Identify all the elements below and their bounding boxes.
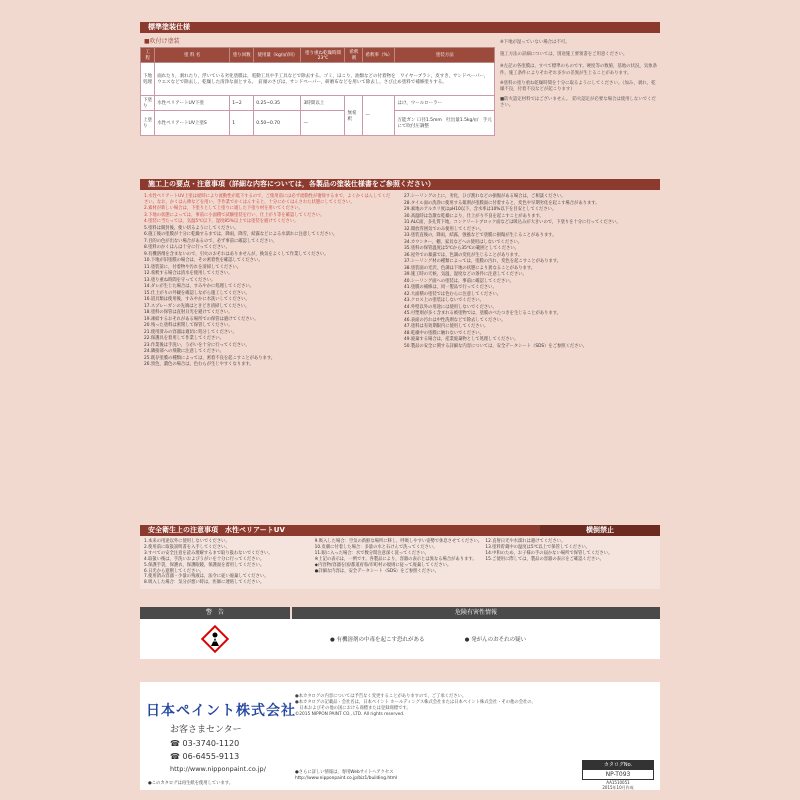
method-cell: 万能ガン 口径1.5mm 吐出量1.5kg/㎡ 手元にて吹付圧調整 (395, 111, 495, 136)
notes-title-bar: 施工上の要点・注意事項（詳細な内容については，各製品の塗装仕様書をご参照ください） (140, 179, 660, 190)
note-item: 35.塗料の保管温度は5℃から35℃の範囲としてください。 (404, 246, 519, 251)
footer (140, 682, 660, 790)
safety-item: 11.眼に入った場合：水で数分間注意深く洗ってください。 (314, 550, 429, 556)
spec-note: ※左記の各塗膜は，すべて標準のものです。硬度等の数値，基地の状況，気象条件，施工条件によりそれぞれ多少の差異が生じることがあります。 (500, 64, 657, 76)
note-item: 16.道具類は使用後，すみやかに水洗いしてください。 (144, 297, 250, 303)
hazard-info-label: 危険有害性情報 (292, 607, 660, 619)
note-item: 27.シーリングの上に，劣化，ひび割れなどの損傷がある場合は，ご相談ください。 (404, 194, 566, 199)
thinner-cell: 無希釈 (345, 96, 363, 136)
step-cell: 下塗り (141, 96, 155, 111)
note-item: 14.ダレが生じた場合は，すみやかに処理してください。 (144, 284, 254, 290)
note-item: 13.塗り重ね時間を守ってください。 (144, 277, 216, 283)
note-item: 30.高温時は急激な乾燥により，仕上がり不良を起こすことがあります。 (404, 213, 544, 219)
safety-item: 6.日光から遮断してください。 (144, 568, 204, 574)
method-cell: はけ，ウールローラー (395, 96, 495, 111)
safety-item: ※上記の表示は，一例です。各製品により，容器の表示とは異なる場合があります。 (314, 556, 477, 562)
table-row (141, 63, 495, 96)
col-amount: 使用量（kg/㎡/回） (254, 48, 301, 63)
safety-col-3 (485, 539, 656, 586)
note-item: 25.既存塗膜の種類によっては，密着不良を起こすことがあります。 (144, 355, 276, 361)
health-hazard-icon (200, 624, 230, 654)
safety-item: 12.直射日光や水濡れは避けてください。 (485, 539, 566, 544)
legal-line: ©2015 NIPPON PAINT CO., LTD. All rights reserved. (295, 712, 405, 717)
note-item: 45.可塑剤が多く含まれる被塗物では，塗膜のべたつきを生じることがあります。 (404, 311, 561, 316)
no-tipping-badge: 横倒禁止 (540, 525, 660, 536)
note-item: 37.シーリング材の種類によっては，塗膜の汚れ，変色を起こすことがあります。 (404, 259, 562, 264)
step-cell: 下地処理 (141, 63, 155, 96)
coats-cell: 1~2 (230, 96, 254, 111)
table-row (141, 96, 495, 111)
note-item: 18.塗料の保管は直射日光を避けてください。 (144, 310, 233, 316)
note-item: 33.塗装直後の，降雨，結露，強風などで塗膜に損傷が生じることがあります。 (404, 233, 557, 238)
safety-item: ◆内容物/容器を国/都道府県/市町村の規則に従って廃棄してください。 (314, 562, 452, 568)
note-item: 49.廃棄する場合は，産業廃棄物として処理してください。 (404, 337, 519, 342)
note-item: 6.施工後の塗膜が十分に乾燥するまでは，降雨，降雪，結露などによる水濡れに注意してください。 (144, 232, 338, 238)
note-item: 31.ALC面，多孔質下地，コンクリートブロック面などは吸込みが大きいので，下塗りを十分に行ってください。 (404, 220, 621, 225)
note-item: 36.屋外での暴露では，色調の変化が生じることがあります。 (404, 252, 523, 258)
table-row (141, 111, 495, 136)
step-cell: 上塗り (141, 111, 155, 136)
note-item: 11.塗装前に，付着物や汚れを清掃してください。 (144, 264, 242, 270)
safety-grid (140, 536, 660, 589)
notes-columns (144, 194, 660, 519)
catalog-date: 2015年10月作成 (602, 785, 634, 790)
name-cell: 水性ペリアートUV上塗S (155, 111, 230, 136)
note-item: 29.素地のアルカリ度はpH10以下，含水率は10%以下を目安としてください。 (404, 207, 557, 212)
note-item: 8.塗料のかくはんは十分に行ってください。 (144, 245, 230, 251)
rate-cell: — (363, 96, 395, 136)
note-item: 50.製品の安全に関する詳細な内容については，安全データシート（SDS）をご参照ください。 (404, 343, 588, 349)
catalog-page (140, 22, 660, 790)
note-item: 38.塗装面の光沢，色調は下地の状態により異なることがあります。 (404, 265, 536, 271)
note-item: 22.保護具を着用して作業してください。 (144, 336, 224, 342)
safety-item: 1.本来の用途以外に使用しないでください。 (144, 539, 230, 544)
spec-note: ※下地が湿っていない場合は不可。 (500, 40, 570, 45)
col-coats: 塗り回数 (230, 48, 254, 63)
note-item: 39.施工時の天候，気温，湿度などの条件に注意してください。 (404, 272, 527, 277)
spec-note: ■防火認定材料ではございません。 防火認定が必要な場合は使用しないでください。 (500, 97, 656, 109)
col-step: 工 程 (141, 48, 155, 63)
note-item: 48.乾燥中の塗膜に触れないでください。 (404, 330, 484, 336)
note-item: 28.タイル面の洗浄に使用する薬剤が塗膜面に付着すると，変色や早期劣化を起こす場合があります。 (404, 200, 600, 206)
note-item: 12.希釈する場合は清水を使用してください。 (144, 271, 233, 277)
desc-cell: 面れたり，剥れたり，浮いている劣化塗膜は，電動工具や手工具などで除去する。ゴミ，ほこり，油類などの付着物を ワイヤーブラシ，皮すき，サンドペーパー，ウエスなどで除去し，乾燥した清浄な面とする。 釘頭のさびは，サンドペーパー，研磨布などを用いて除去し，さび止め塗料で補修塗りする。 (155, 63, 495, 96)
note-item: 21.使用済みの容器は適切に処分してください。 (144, 329, 237, 335)
note-item: 47.塗料は有効期限内に使用してください。 (404, 324, 489, 329)
safety-item: 14.中和のため，お子様の手の届かない場所で保管してください。 (485, 550, 613, 556)
spec-header-row (141, 48, 495, 63)
note-item: 4.塗装に当たっては，気温5℃以下，湿度85%以上では塗装を避けてください。 (144, 219, 299, 225)
hazard-item: ● 有機溶剤の中毒を起こす恐れがある (330, 637, 425, 643)
spec-note: 施工方法の詳細については，別途施工要領書をご用意ください。 (500, 52, 628, 58)
note-item: 2.素材が新しい場合は，下塗りとして上塗りに適した下塗り材を用いてください。 (144, 206, 303, 212)
note-item: 26.黒色，濃色の場合は，色むらが生じやすくなります。 (144, 362, 254, 368)
note-item: 34.カウンター，棚，家具などへの使用はしないでください。 (404, 239, 523, 245)
catalog-number: NP-T093 (582, 769, 654, 780)
safety-item: 13.塗料貯蔵中の温度は5℃以上で保管してください。 (485, 544, 590, 550)
note-item: 10.下地が旧塗膜の場合は，その密着性を確認してください。 (144, 258, 263, 264)
note-item: 40.シーリング面への塗装は，事前に確認してください。 (404, 278, 514, 284)
safety-item: 10.皮膚に付着した場合：多量の水と石けんで洗ってください。 (314, 544, 438, 550)
safety-section (140, 525, 660, 589)
tel-tokyo: ☎ 03-3740-1120 (170, 739, 240, 748)
note-item: 5.塗料は開封後，使い切るようにしてください。 (144, 225, 239, 231)
note-item: 24.隣接部への飛散に注意してください。 (144, 349, 224, 355)
phone-icon: ☎ (170, 752, 183, 761)
note-item: 20.残った塗料は密閉して保管してください。 (144, 323, 233, 329)
catalog-label: カタログNo. (582, 760, 654, 769)
note-item: 43.クロス上の塗装はしないでください。 (404, 298, 484, 303)
safety-item: 5.保護手袋，保護衣，保護眼鏡，保護面を着用してください。 (144, 562, 265, 568)
customer-center-label: お客さまセンター (170, 725, 242, 735)
col-method: 塗装方法 (395, 48, 495, 63)
spec-notes (500, 40, 660, 110)
note-item: 3.下地の状態によっては，事前に小面積で試験塗装を行い，仕上がり等を確認してください。 (144, 212, 325, 218)
legal-line: ●本カタログの内容については予告なく変更することがありますので，ご了承ください。 (295, 694, 467, 699)
safety-item: 2.使用前に取扱説明書を入手してください。 (144, 544, 230, 550)
col-rate: 希釈率（%） (363, 48, 395, 63)
safety-title: 安全衛生上の注意事項 水性ペリアートUV (140, 525, 540, 536)
note-item: 23.作業後は手洗い，うがいを十分に行ってください。 (144, 342, 250, 348)
dry-cell: 3時間以上 (301, 96, 345, 111)
hazard-item: ● 発がんのおそれの疑い (464, 637, 527, 643)
legal-notes (295, 694, 655, 718)
spec-note: ※塗料の塗り重ね乾燥時間を十分に取るようにしてください。（加み，剥れ，乾燥不良，付着不良などが起こります） (500, 80, 656, 93)
legal-line: ●本カタログの記載品・会社名は，日本ペイント ホールディングス株式会社または日本ペイント株式会社・その他の会社の， (295, 700, 536, 705)
phone-icon: ☎ (170, 739, 183, 748)
notes-right-column (404, 194, 654, 350)
safety-item: 7.使用済み容器・少量の残液は，法令に従い廃棄してください。 (144, 574, 269, 580)
note-item: 19.凍結するおそれがある場所での保管は避けてください。 (144, 316, 259, 322)
note-item: 1.水性ペリアートUV上塗は経時により流動性が低下するので，ご使用前には必ず流動性が復帰するまで，よくかくはんしてください。なお，かくはん棒などを用い，手作業でかくはんすると，十分にかくはんされた状態にしてください。 (144, 194, 391, 205)
note-item: 42.大面積の塗装では色むらに注意してください。 (404, 291, 502, 297)
note-item: 46.表面の汚れは中性洗剤などで除去してください。 (404, 317, 506, 323)
warning-label: 警 告 (140, 607, 290, 619)
spec-table (140, 47, 495, 136)
web-note (295, 770, 397, 782)
header-bar: 標準塗装仕様 (140, 22, 660, 33)
col-name: 塗 料 名 (155, 48, 230, 63)
safety-item: 9.吸入した場合：空気の新鮮な場所に移し，呼吸しやすい姿勢で休息させてください。 (314, 539, 483, 544)
recycled-paper-note: ●このカタログは再生紙を使用しています。 (148, 781, 234, 786)
company-logo: 日本ペイント株式会社 (146, 702, 296, 718)
amount-cell: 0.50~0.70 (254, 111, 301, 136)
col-dry: 塗り重ね乾燥時間 23℃ (301, 48, 345, 63)
hazard-section (140, 607, 660, 671)
web-note-text: ●さらに詳しい情報は，専用Webサイトへアクセス (295, 770, 394, 775)
dry-cell: — (301, 111, 345, 136)
note-item: 15.仕上がりの外観を確認しながら施工してください。 (144, 290, 250, 296)
note-item: 41.塗膜の補修は，同一製品で行ってください。 (404, 285, 497, 290)
spec-subtitle: ■吹付け塗装 (144, 38, 180, 45)
safety-item: 4.取扱い後は，手洗いおよびうがいを十分に行ってください。 (144, 556, 265, 562)
note-item: 7.目的の色が出ない場合があるので，必ず事前に確認してください。 (144, 238, 277, 244)
catalog-code: AA1510051 (606, 780, 630, 785)
catalog-box (582, 760, 654, 791)
safety-item: 8.吸入した場合：気分が悪い時は，医師に連絡してください。 (144, 580, 265, 586)
hazard-header (140, 607, 660, 619)
notes-left-column (144, 194, 394, 369)
name-cell: 水性ペリアートUV下塗 (155, 96, 230, 111)
note-item: 32.開放雰囲気でのみ使用してください。 (404, 226, 484, 232)
web-url-link[interactable]: http://www.nipponpaint.co.jp/biz1/building.html (295, 776, 398, 781)
safety-item: ●詳細な内容は，安全データシート（SDS）をご参照ください。 (314, 568, 439, 574)
safety-col-2 (315, 539, 486, 586)
col-thinner: 希釈剤 (345, 48, 363, 63)
website-link[interactable]: http://www.nipponpaint.co.jp/ (170, 765, 266, 773)
note-item: 9.有機溶剤を含まないので，引火のおそれはありませんが，換気をよくして作業してください。 (144, 251, 329, 257)
note-item: 17.スプレーガンの先端はときどき清掃してください。 (144, 303, 250, 309)
note-item: 44.外壁以外の用途には使用しないでください。 (404, 304, 497, 310)
tel-osaka: ☎ 06-6455-9113 (170, 752, 240, 761)
legal-line: 日本およびその他の国における商標または登録商標です。 (295, 706, 411, 711)
amount-cell: 0.25~0.35 (254, 96, 301, 111)
safety-item: 3.すべての安全注意を読み理解するまで取り扱わないでください。 (144, 550, 273, 556)
safety-col-1 (144, 539, 315, 586)
coats-cell: 1 (230, 111, 254, 136)
safety-item: 15.ご使用に際しては，製品の容器の表示をご確認ください。 (485, 556, 604, 562)
contact-block (170, 724, 266, 776)
